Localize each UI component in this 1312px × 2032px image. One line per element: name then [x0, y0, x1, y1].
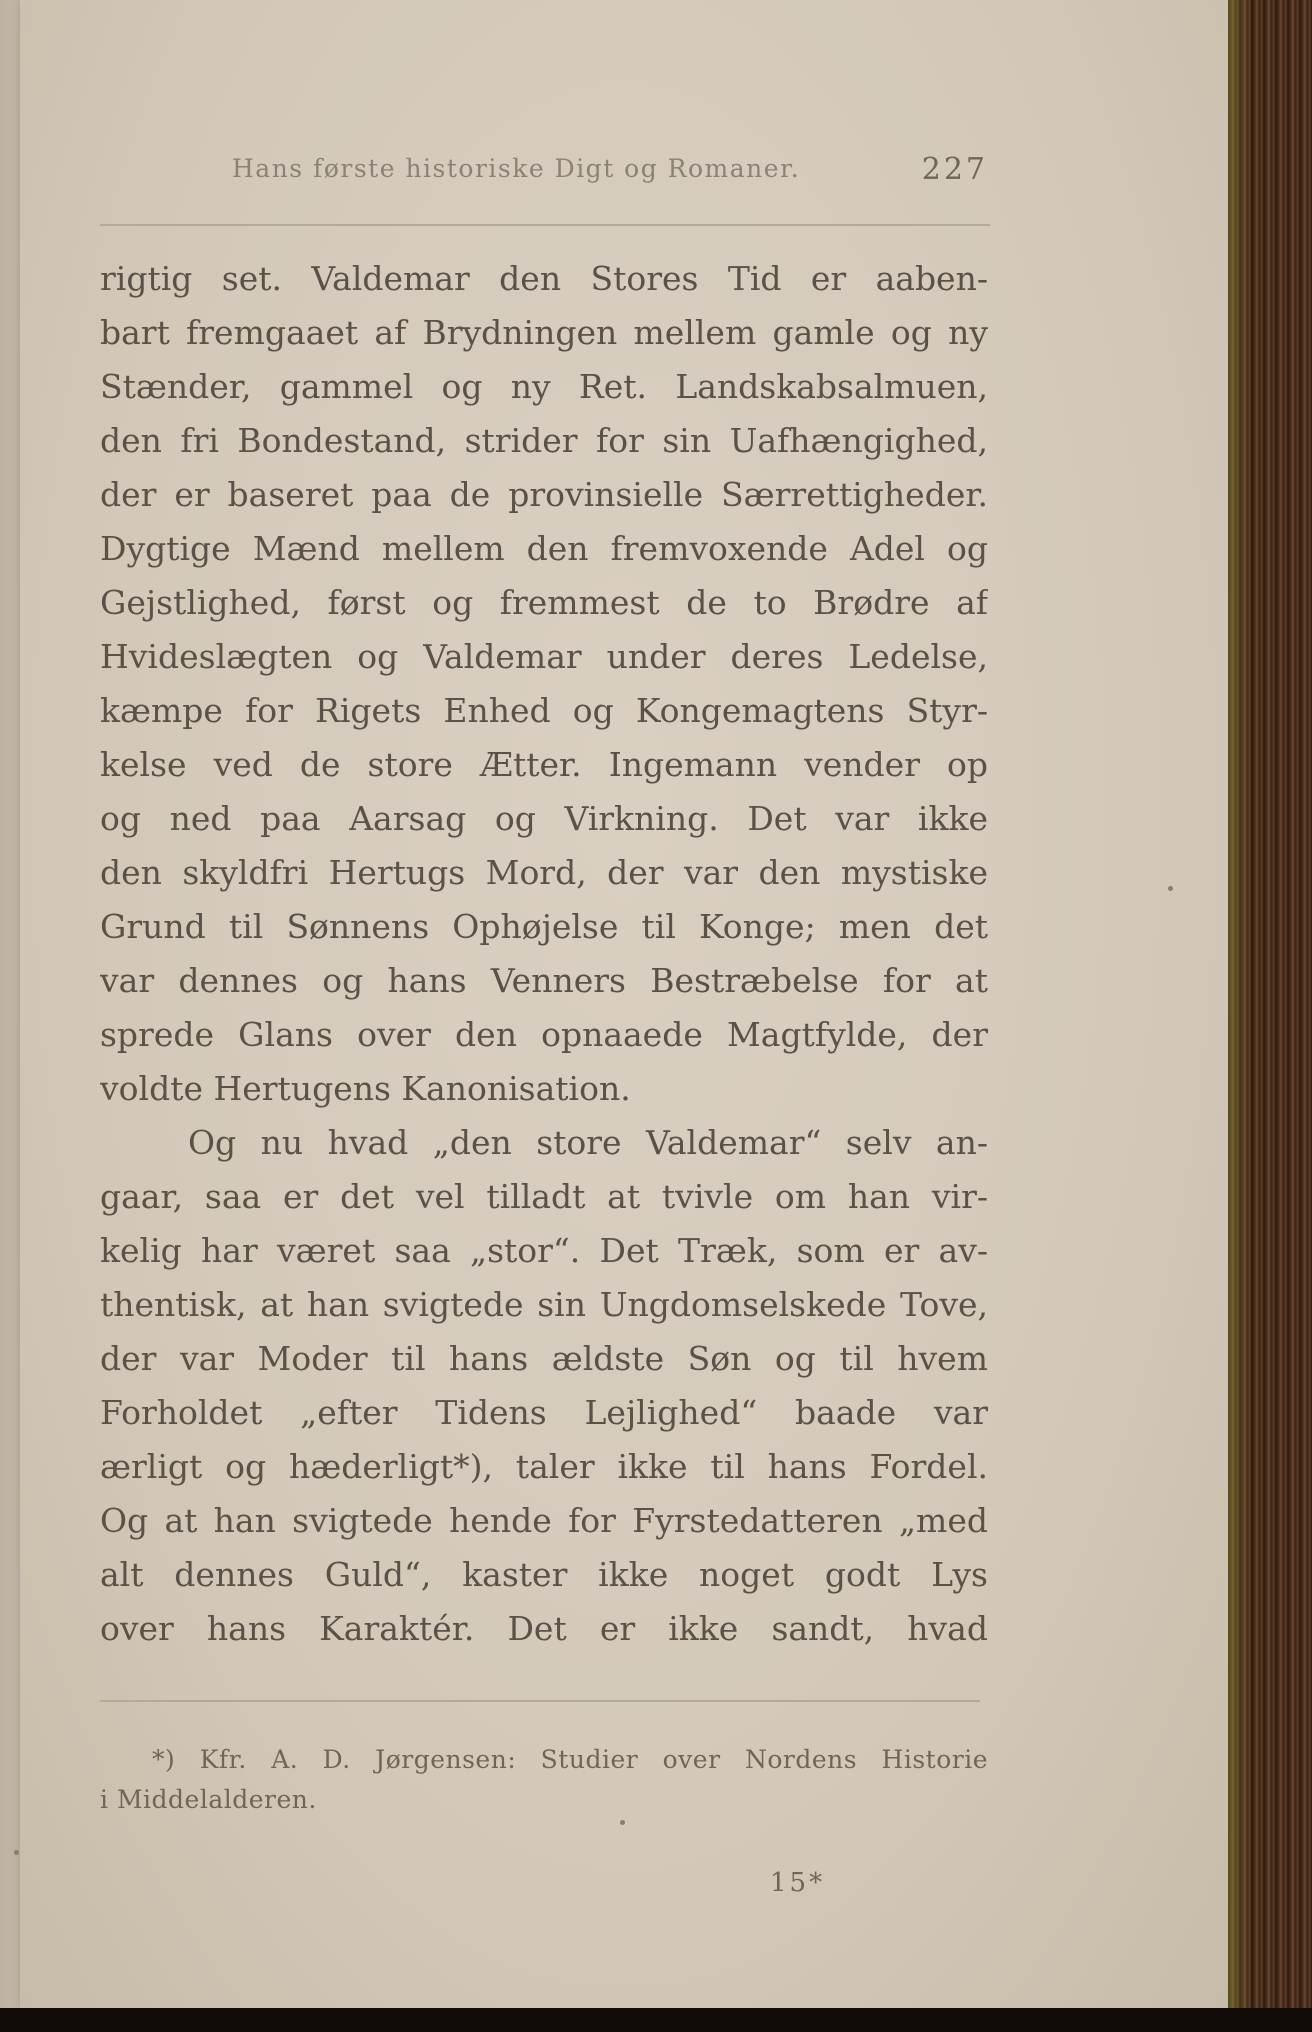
text-line: Gejstlighed, først og fremmest de to Brødre af — [100, 583, 988, 622]
speck — [620, 1820, 625, 1825]
text-line: der er baseret paa de provinsielle Særrettigheder. — [100, 475, 988, 514]
running-head: Hans første historiske Digt og Romaner. — [232, 154, 801, 183]
text-line: voldte Hertugens Kanonisation. — [100, 1069, 631, 1108]
text-line: den fri Bondestand, strider for sin Uafhængighed, — [100, 421, 988, 460]
speck — [14, 1850, 19, 1855]
footnote — [100, 1740, 988, 1820]
speck — [1168, 886, 1173, 891]
text-line: thentisk, at han svigtede sin Ungdomselskede Tove, — [100, 1285, 988, 1324]
footnote-line: i Middelalderen. — [100, 1785, 317, 1814]
footnote-line: *) Kfr. A. D. Jørgensen: Studier over Nordens Historie — [152, 1745, 988, 1774]
page-header — [232, 150, 992, 200]
text-line: rigtig set. Valdemar den Stores Tid er aaben- — [100, 259, 988, 298]
text-line: kelig har været saa „stor“. Det Træk, som er av- — [100, 1231, 988, 1270]
text-line: Forholdet „efter Tidens Lejlighed“ baade var — [100, 1393, 988, 1432]
text-line: kelse ved de store Ætter. Ingemann vender op — [100, 745, 988, 784]
signature-mark: 15* — [770, 1868, 826, 1898]
text-line: over hans Karaktér. Det er ikke sandt, hvad — [100, 1609, 988, 1648]
text-line: var dennes og hans Venners Bestræbelse for at — [100, 961, 988, 1000]
text-line: Grund til Sønnens Ophøjelse til Konge; men det — [100, 907, 988, 946]
footnote-rule — [100, 1700, 980, 1702]
text-line: sprede Glans over den opnaaede Magtfylde, der — [100, 1015, 988, 1054]
body-text — [100, 252, 988, 1656]
text-line: Dygtige Mænd mellem den fremvoxende Adel og — [100, 529, 988, 568]
text-line: bart fremgaaet af Brydningen mellem gamle og ny — [100, 313, 988, 352]
text-line: alt dennes Guld“, kaster ikke noget godt Lys — [100, 1555, 988, 1594]
text-line: Stænder, gammel og ny Ret. Landskabsalmuen, — [100, 367, 988, 406]
text-line: ærligt og hæderligt*), taler ikke til hans Fordel. — [100, 1447, 988, 1486]
text-line: der var Moder til hans ældste Søn og til hvem — [100, 1339, 988, 1378]
header-rule — [100, 224, 990, 226]
text-line: gaar, saa er det vel tilladt at tvivle om han vir- — [100, 1177, 988, 1216]
bottom-shadow — [0, 2008, 1312, 2032]
text-line: den skyldfri Hertugs Mord, der var den mystiske — [100, 853, 988, 892]
text-line: kæmpe for Rigets Enhed og Kongemagtens Styr- — [100, 691, 988, 730]
text-line: Og nu hvad „den store Valdemar“ selv an- — [188, 1123, 988, 1162]
book-spine-edge — [1228, 0, 1312, 2032]
page-number: 227 — [921, 152, 988, 187]
text-line: Hvideslægten og Valdemar under deres Ledelse, — [100, 637, 988, 676]
text-line: Og at han svigtede hende for Fyrstedatteren „med — [100, 1501, 988, 1540]
text-line: og ned paa Aarsag og Virkning. Det var ikke — [100, 799, 988, 838]
